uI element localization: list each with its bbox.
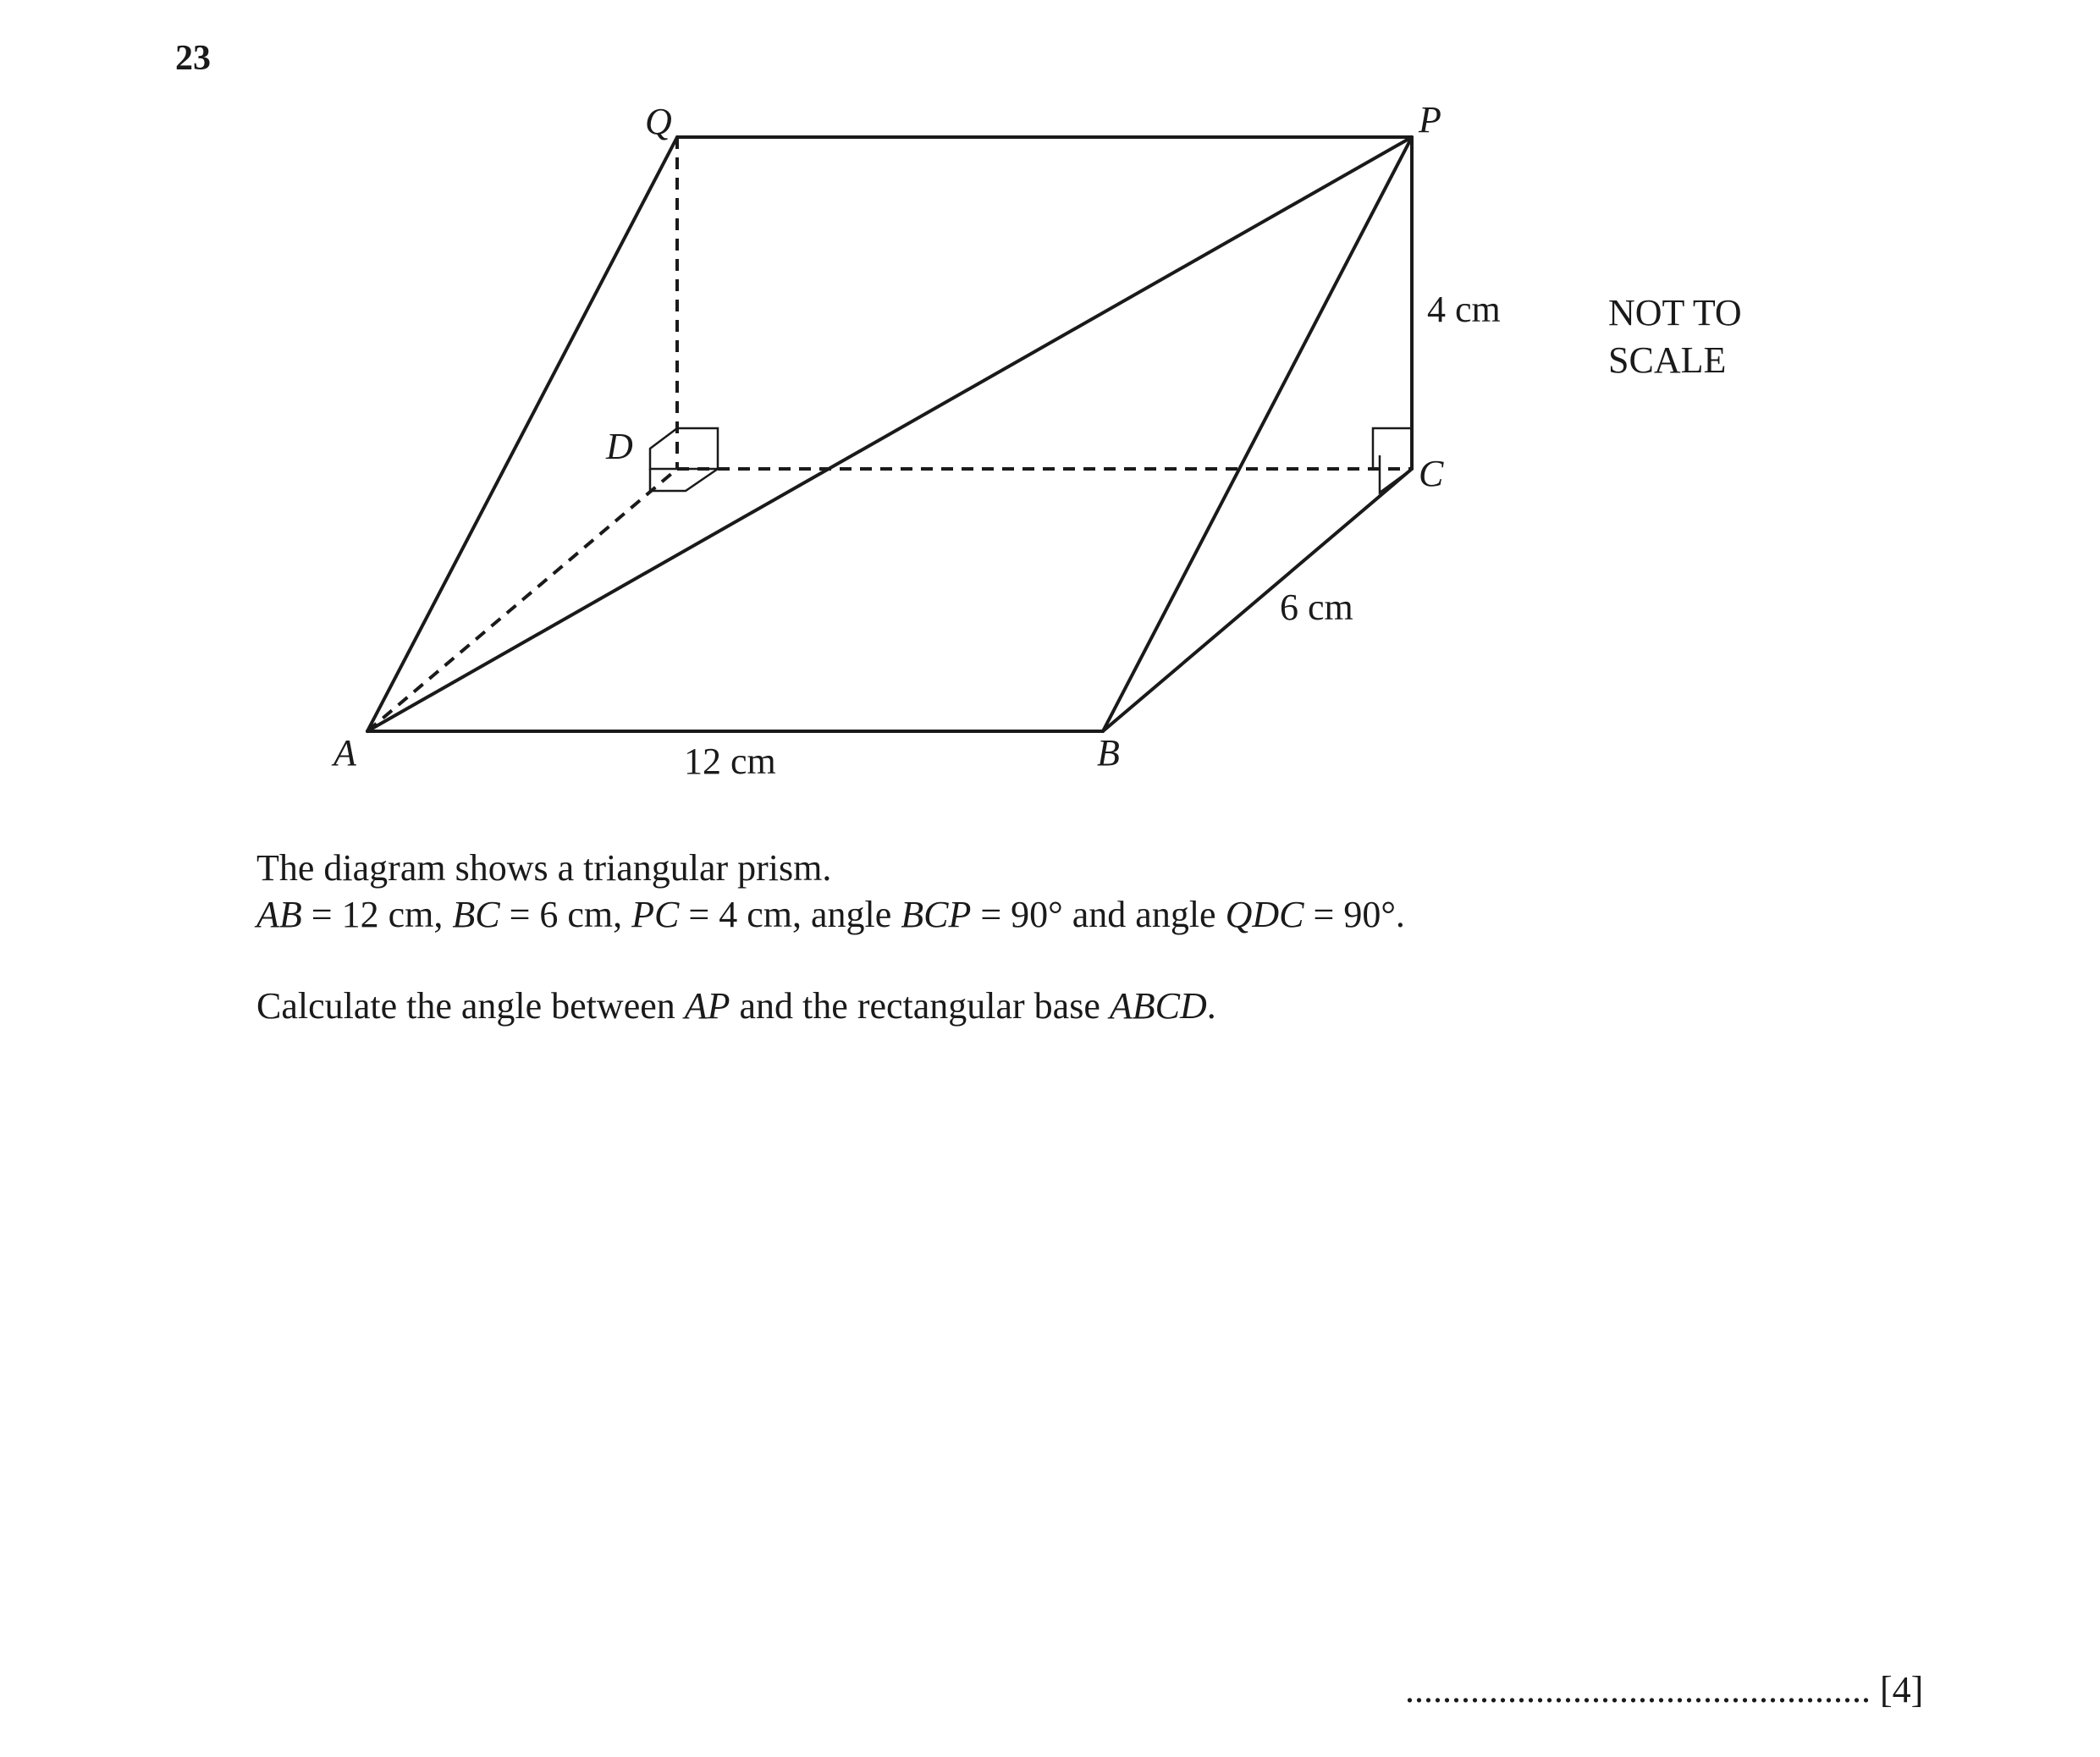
question-statement: The diagram shows a triangular prism.	[256, 847, 832, 889]
line-ap: AP	[684, 985, 730, 1027]
base-abcd: ABCD	[1109, 985, 1207, 1027]
task-text-pre: Calculate the angle between	[256, 985, 685, 1027]
vertex-label-d: D	[606, 426, 633, 467]
question-number: 23	[175, 39, 211, 78]
not-to-scale-line1: NOT TO	[1608, 292, 1742, 333]
answer-line[interactable]: ..................................................	[1405, 1669, 1871, 1710]
length-label-bc: 6 cm	[1280, 587, 1353, 628]
task-text-mid: and the rectangular base	[730, 985, 1110, 1027]
task-text-post: .	[1206, 985, 1216, 1027]
segment-pc: PC	[631, 894, 680, 935]
given-ab-value: = 12 cm,	[301, 894, 453, 935]
given-bc-value: = 6 cm,	[499, 894, 632, 935]
edge-bc	[1103, 469, 1412, 731]
vertex-label-p: P	[1419, 99, 1441, 140]
given-bcp-value: = 90° and angle	[971, 894, 1226, 935]
segment-ab: AB	[256, 894, 302, 935]
right-angle-marker-adc	[650, 469, 718, 491]
given-pc-value: = 4 cm, angle	[679, 894, 901, 935]
angle-bcp: BCP	[901, 894, 972, 935]
given-qdc-value: = 90°.	[1304, 894, 1405, 935]
not-to-scale-line2: SCALE	[1608, 339, 1727, 381]
vertex-label-b: B	[1097, 732, 1120, 774]
angle-qdc: QDC	[1225, 894, 1304, 935]
question-givens	[256, 893, 1405, 938]
hidden-edge-ad	[367, 469, 677, 731]
right-angle-marker-adq	[650, 428, 677, 469]
length-label-pc: 4 cm	[1427, 289, 1501, 330]
right-angle-marker-qdc	[677, 428, 718, 469]
length-label-ab: 12 cm	[684, 741, 776, 782]
question-task	[256, 984, 1216, 1029]
answer-area	[1405, 1669, 1924, 1710]
segment-bc: BC	[452, 894, 500, 935]
vertex-label-a: A	[333, 732, 356, 774]
vertex-label-c: C	[1419, 453, 1444, 494]
prism-diagram	[0, 0, 2100, 812]
marks-label: [4]	[1880, 1669, 1924, 1710]
vertex-label-q: Q	[645, 101, 672, 142]
